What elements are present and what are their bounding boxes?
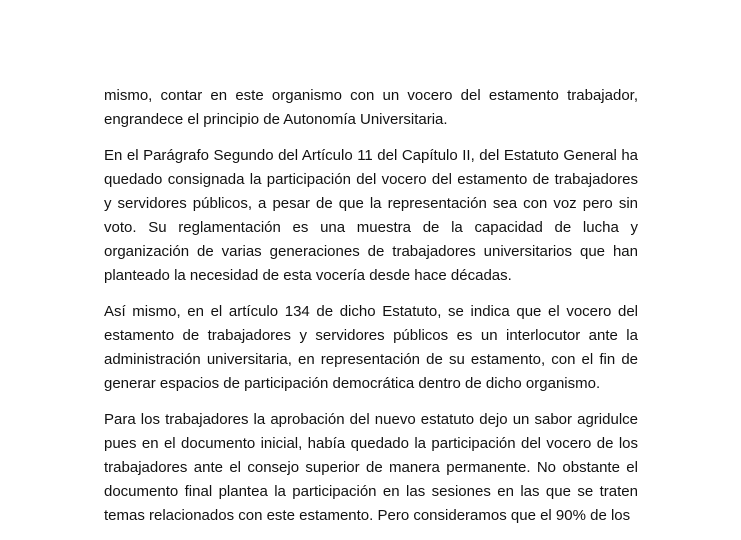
paragraph-3: Así mismo, en el artículo 134 de dicho Estatuto, se indica que el vocero del estamento de trabajadores y servidores públicos es un interlocutor ante la administración universitaria, en representación de su estamento, con el fin de generar espacios de participación democrática dentro de dicho organismo.: [104, 303, 638, 392]
paragraph-4: Para los trabajadores la aprobación del nuevo estatuto dejo un sabor agridulce pues en el documento inicial, había quedado la participación del vocero de los trabajadores ante el consejo superior de manera permanente. No obstante el documento final plantea la participación en las sesiones en las que se traten temas relacionados con este estamento. Pero consideramos que el 90% de los: [104, 411, 638, 524]
paragraph-1: mismo, contar en este organismo con un vocero del estamento trabajador, engrandece el principio de Autonomía Universitaria.: [104, 87, 638, 128]
paragraph-2: En el Parágrafo Segundo del Artículo 11 del Capítulo II, del Estatuto General ha quedado consignada la participación del vocero del estamento de trabajadores y servidores públicos, a pesar de que la representación sea con voz pero sin voto. Su reglamentación es una muestra de la capacidad de lucha y organización de varias generaciones de trabajadores universitarios que han planteado la necesidad de esta vocería desde hace décadas.: [104, 147, 638, 284]
document-body: [104, 84, 638, 540]
